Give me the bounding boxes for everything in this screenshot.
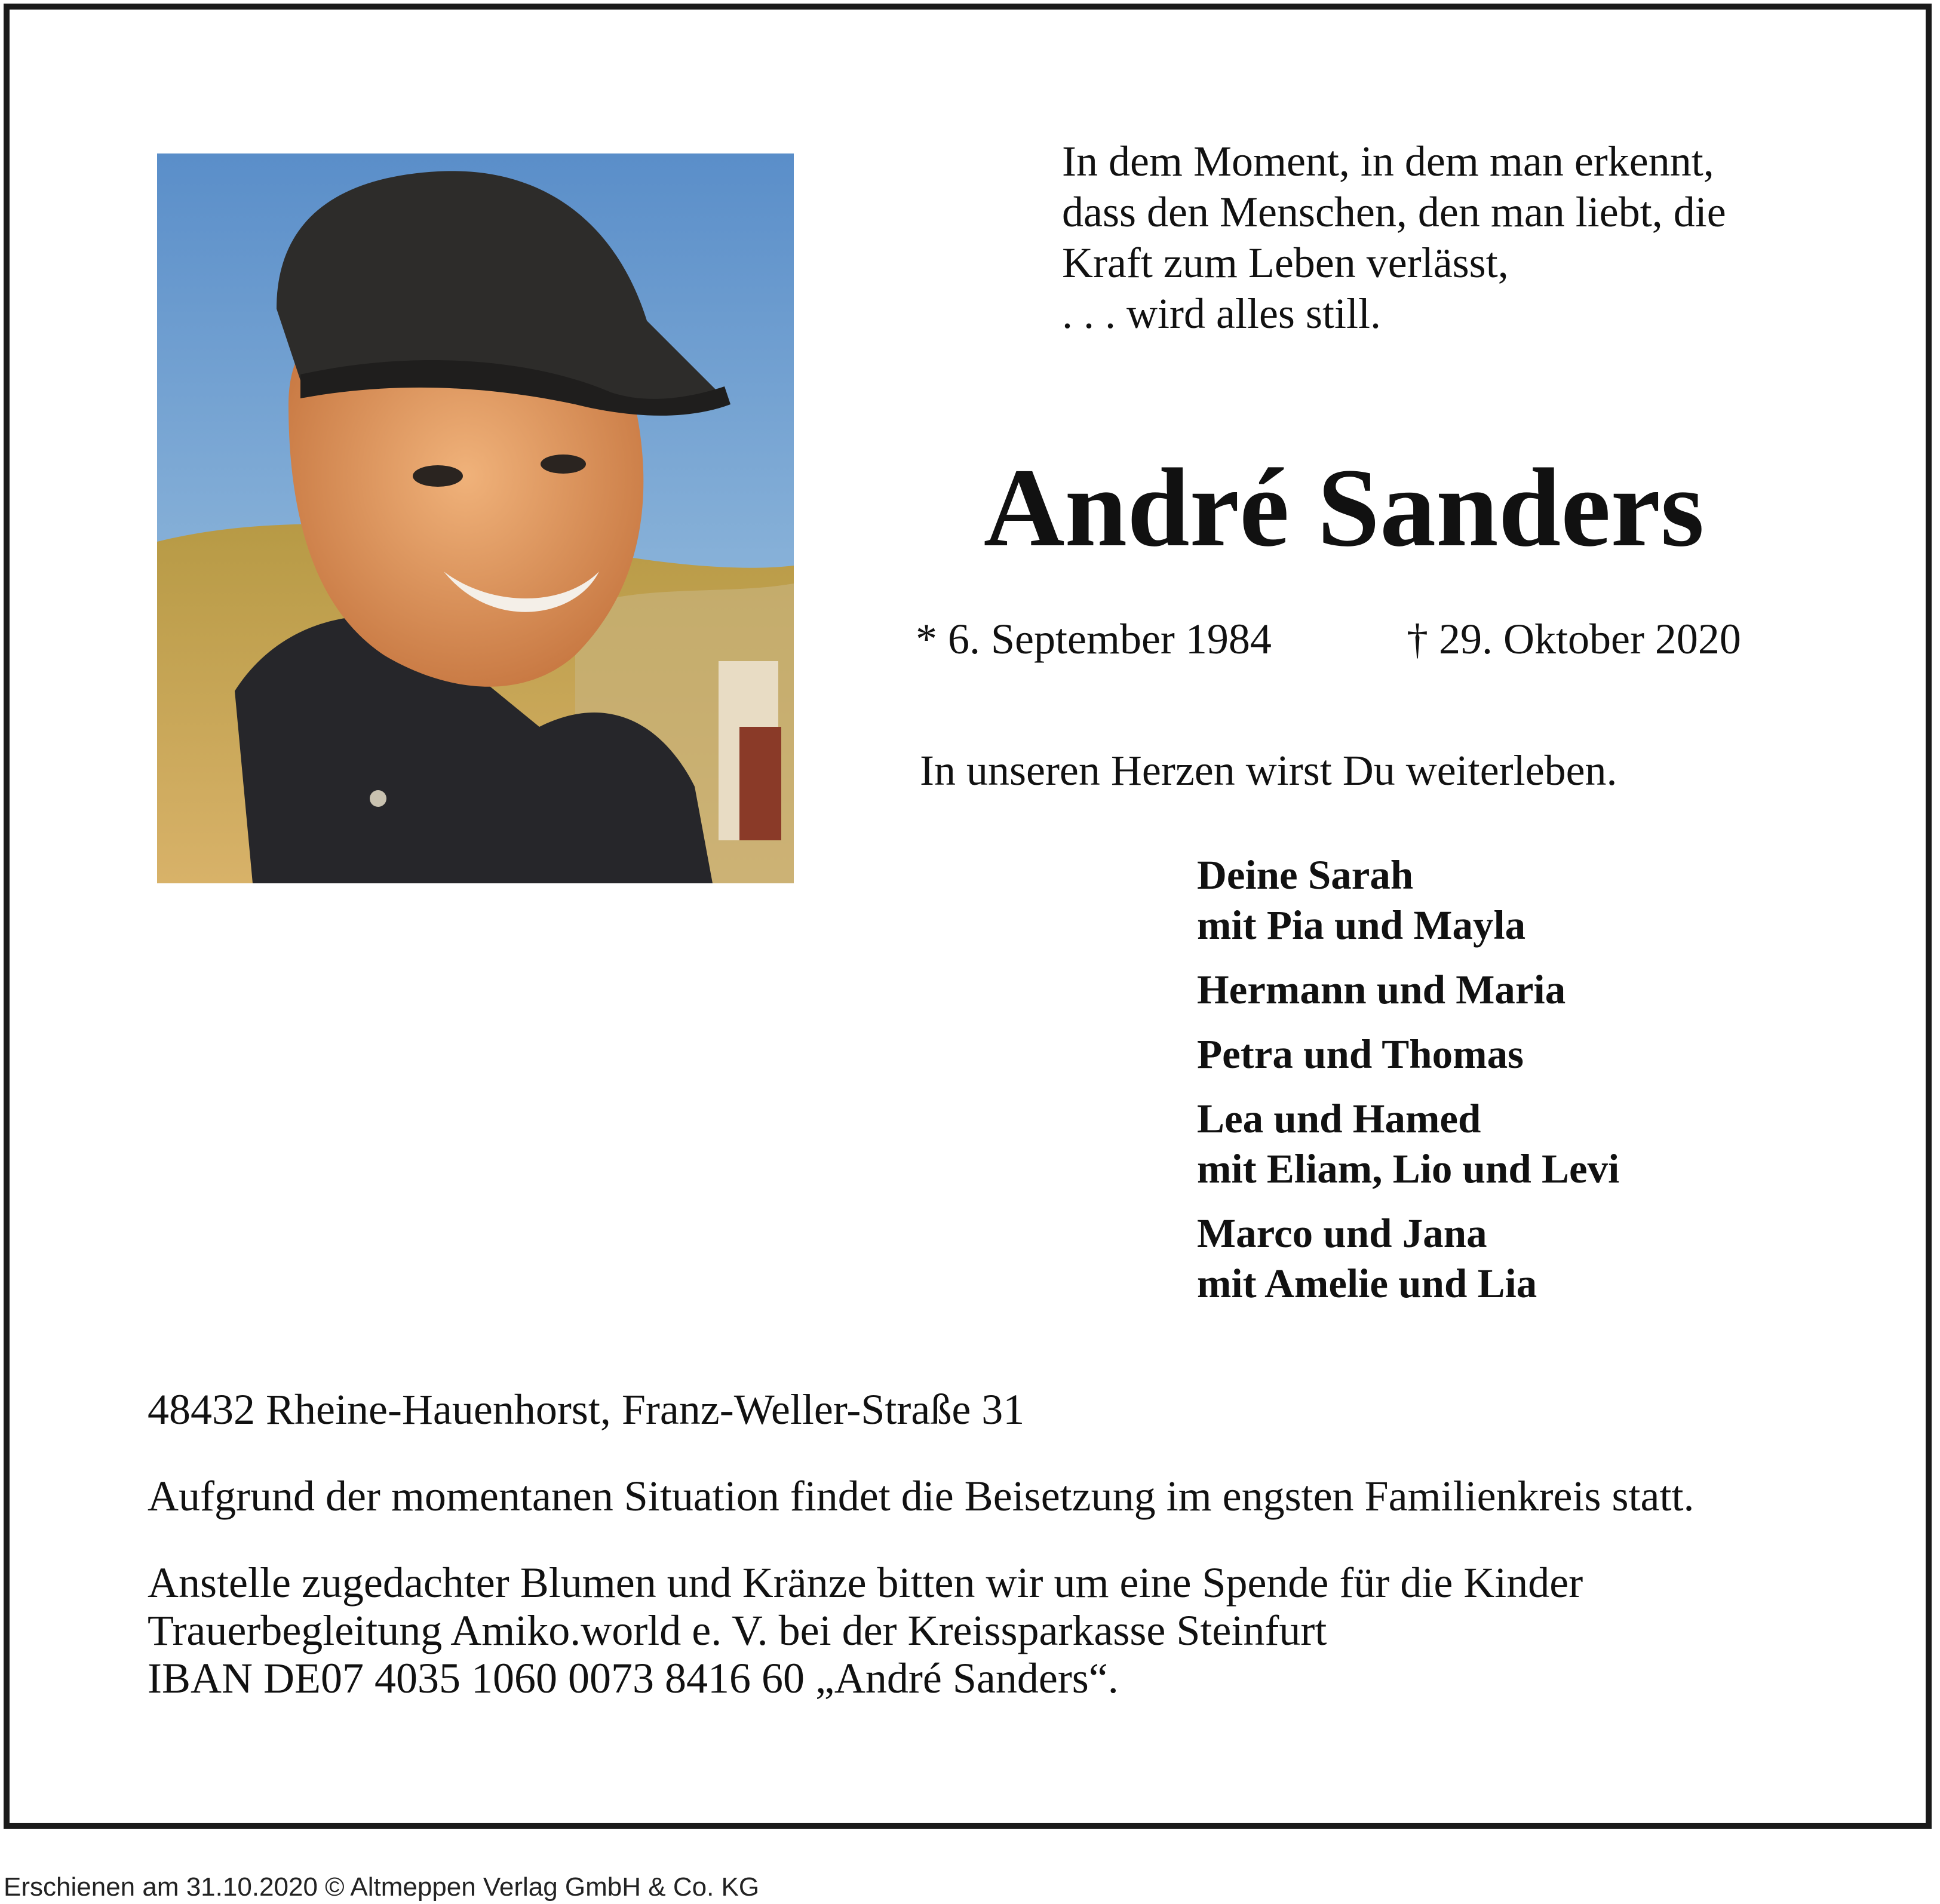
- publication-footer: Erschienen am 31.10.2020 © Altmeppen Verlag GmbH & Co. KG: [4, 1872, 760, 1902]
- family-address: 48432 Rheine-Hauenhorst, Franz-Weller-Straße 31: [148, 1386, 1025, 1433]
- mourner-group: [1197, 965, 1619, 1015]
- quote-line: . . . wird alles still.: [1062, 290, 1381, 337]
- mourner-line: mit Amelie und Lia: [1197, 1261, 1537, 1306]
- mourners-list: [1197, 850, 1619, 1323]
- memorial-quote: [1062, 136, 1850, 339]
- donation-line: Trauerbegleitung Amiko.world e. V. bei der Kreissparkasse Steinfurt: [148, 1607, 1327, 1654]
- mourner-group: [1197, 850, 1619, 950]
- mourner-line: Deine Sarah: [1197, 852, 1414, 898]
- donation-info: [148, 1559, 1583, 1702]
- mourner-line: mit Eliam, Lio und Levi: [1197, 1146, 1620, 1191]
- quote-line: Kraft zum Leben verlässt,: [1062, 239, 1509, 287]
- portrait-photo: [157, 153, 794, 883]
- mourner-line: Petra und Thomas: [1197, 1031, 1524, 1077]
- mourner-group: [1197, 1029, 1619, 1079]
- funeral-notice: Aufgrund der momentanen Situation findet die Beisetzung im engsten Familienkreis statt.: [148, 1472, 1695, 1520]
- tagline: In unseren Herzen wirst Du weiterleben.: [920, 747, 1617, 794]
- mourner-group: [1197, 1094, 1619, 1194]
- quote-line: dass den Menschen, den man liebt, die: [1062, 188, 1726, 236]
- mourner-line: Lea und Hamed: [1197, 1096, 1481, 1141]
- birth-date: * 6. September 1984: [916, 615, 1272, 663]
- mourner-line: Marco und Jana: [1197, 1211, 1487, 1256]
- mourner-line: Hermann und Maria: [1197, 967, 1566, 1012]
- donation-line: Anstelle zugedachter Blumen und Kränze bitten wir um eine Spende für die Kinder: [148, 1559, 1583, 1607]
- death-date: † 29. Oktober 2020: [1407, 615, 1741, 663]
- mourner-group: [1197, 1208, 1619, 1309]
- quote-line: In dem Moment, in dem man erkennt,: [1062, 137, 1714, 185]
- deceased-name: André Sanders: [983, 445, 1705, 570]
- donation-line: IBAN DE07 4035 1060 0073 8416 60 „André Sanders“.: [148, 1654, 1119, 1702]
- mourner-line: mit Pia und Mayla: [1197, 902, 1526, 948]
